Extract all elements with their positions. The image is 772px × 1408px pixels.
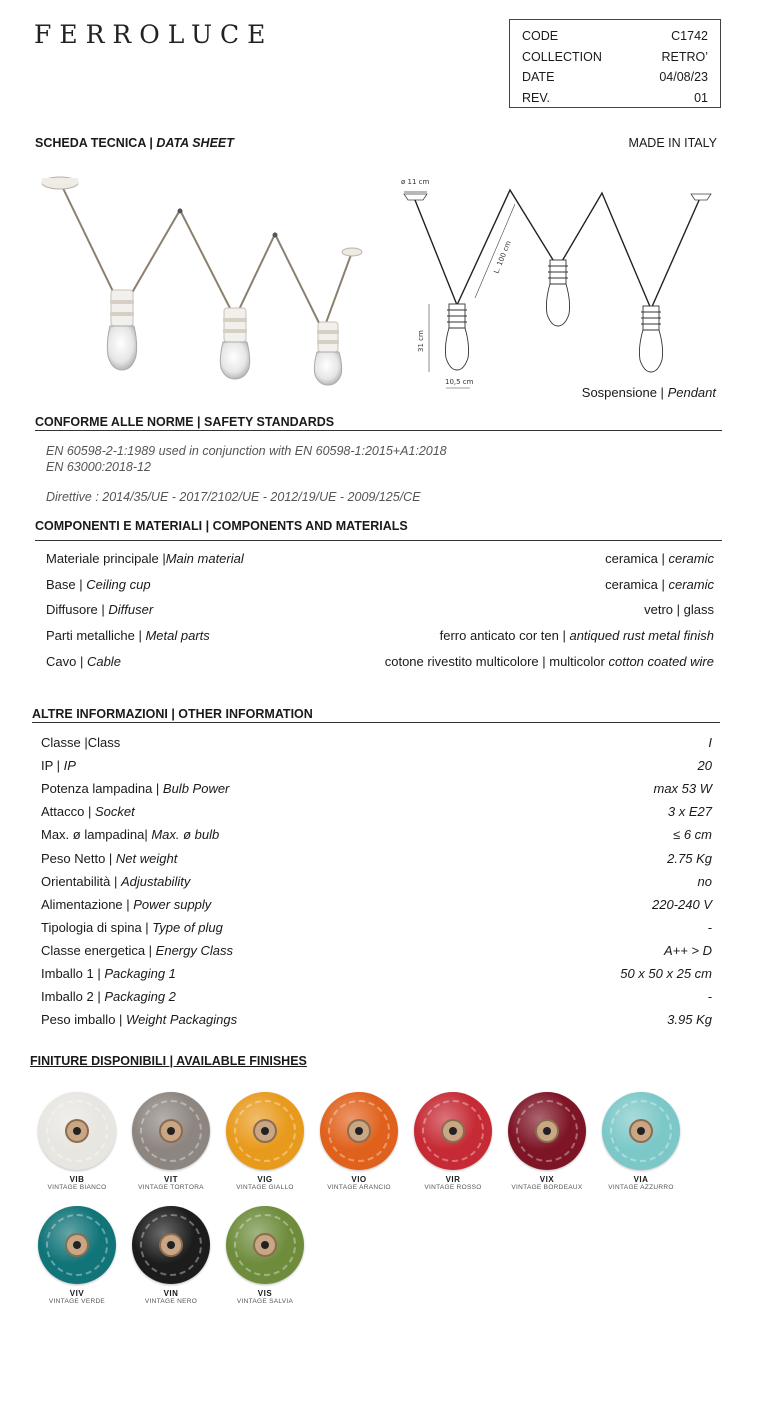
component-label (46, 551, 244, 566)
info-label (41, 874, 190, 889)
finishes-title: FINITURE DISPONIBILI | AVAILABLE FINISHES (30, 1054, 307, 1068)
finish-code: VIR (445, 1175, 461, 1184)
info-value (698, 874, 712, 889)
info-row (41, 966, 712, 981)
component-label (46, 628, 210, 643)
code-box (509, 19, 721, 108)
info-label-it: Classe energetica | (41, 942, 156, 958)
finish-swatch (32, 1092, 122, 1191)
component-value (440, 628, 714, 643)
info-value (652, 897, 712, 912)
info-row (41, 874, 712, 889)
finish-disc (226, 1206, 304, 1284)
info-row (41, 920, 712, 935)
info-value-text: - (707, 919, 712, 935)
rev-label: REV. (522, 90, 551, 105)
component-label-en: Ceiling cup (86, 577, 151, 592)
component-row (46, 628, 714, 643)
info-row (41, 989, 712, 1004)
finish-swatch (126, 1206, 216, 1305)
rev-row (522, 88, 708, 109)
finish-name: VINTAGE SALVIA (236, 1298, 294, 1305)
finish-name: VINTAGE ARANCIO (327, 1184, 391, 1191)
info-value (667, 851, 712, 866)
info-label-it: Max. ø lampadina| (41, 827, 152, 843)
component-label-it: Materiale principale | (46, 551, 166, 566)
info-value-text: max 53 W (653, 781, 712, 797)
info-label (41, 758, 76, 773)
finish-name: VINTAGE BORDEAUX (511, 1184, 583, 1191)
date-row (522, 67, 708, 88)
info-value (620, 966, 712, 981)
component-label-it: Cavo | (46, 654, 87, 669)
finish-hole (73, 1241, 81, 1249)
components-rule (35, 540, 722, 541)
finish-disc (38, 1092, 116, 1170)
standards-title: CONFORME ALLE NORME | SAFETY STANDARDS (35, 415, 335, 429)
component-value-en: antiqued rust metal finish (569, 628, 714, 643)
components-title: COMPONENTI E MATERIALI | COMPONENTS AND MATERIALS (35, 519, 408, 533)
standard-line-1: EN 60598-2-1:1989 used in conjunction with EN 60598-1:2015+A1:2018 (46, 444, 447, 458)
info-label-it: IP | (41, 758, 64, 774)
info-label-en: Max. ø bulb (151, 827, 220, 843)
info-label (41, 827, 219, 842)
info-row (41, 943, 712, 958)
standard-line-2: EN 63000:2018-12 (46, 460, 151, 474)
finish-hole (261, 1241, 269, 1249)
title-it: SCHEDA TECNICA | (35, 136, 157, 150)
finish-swatch (408, 1092, 498, 1191)
finish-hole (543, 1127, 551, 1135)
info-label-en: Bulb Power (162, 781, 230, 797)
component-row (46, 654, 714, 669)
date-value: 04/08/23 (659, 70, 708, 84)
info-value (708, 989, 712, 1004)
info-row (41, 851, 712, 866)
info-value (698, 758, 712, 773)
component-value (605, 551, 714, 566)
date-label: DATE (522, 70, 555, 84)
info-label (41, 989, 176, 1004)
finish-disc (320, 1092, 398, 1170)
collection-label: COLLECTION (522, 49, 602, 64)
product-photo (30, 168, 375, 398)
drawing-caption (582, 385, 716, 400)
info-label-en: Packaging 2 (104, 989, 176, 1005)
info-label-it: Tipologia di spina | (41, 919, 153, 935)
info-value-text: - (707, 989, 712, 1005)
finish-name: VINTAGE AZZURRO (608, 1184, 674, 1191)
component-value-en: ceramic (668, 551, 714, 566)
info-value-text: 3.95 Kg (667, 1012, 712, 1028)
finish-name: VINTAGE NERO (144, 1298, 198, 1305)
caption-en: Pendant (667, 385, 716, 400)
info-value (664, 943, 712, 958)
info-label-it: Classe |Class (41, 735, 121, 750)
finish-name: VINTAGE TORTORA (138, 1184, 204, 1191)
collection-value: RETRO’ (661, 49, 708, 64)
info-label-en: Adjustability (120, 873, 191, 889)
info-value (673, 827, 712, 842)
dim-width: 10,5 cm (445, 378, 474, 386)
code-value: C1742 (671, 29, 708, 43)
finish-swatch (32, 1206, 122, 1305)
dim-height: 31 cm (417, 330, 425, 352)
info-value-text: 3 x E27 (667, 804, 712, 820)
title-en: DATA SHEET (156, 136, 234, 150)
info-label-en: Packaging 1 (104, 966, 176, 981)
info-label (41, 851, 177, 866)
finish-code: VIB (69, 1175, 85, 1184)
info-value (667, 1012, 712, 1027)
component-value-en: ceramic (668, 577, 714, 592)
info-value (708, 920, 712, 935)
info-label-it: Imballo 2 | (41, 989, 105, 1005)
info-row (41, 804, 712, 819)
code-row (522, 26, 708, 47)
finish-disc (132, 1092, 210, 1170)
info-value (668, 804, 712, 819)
standards-rule (35, 430, 722, 431)
info-row (41, 735, 712, 750)
finish-disc (132, 1206, 210, 1284)
finish-hole (167, 1127, 175, 1135)
component-label-en: Diffuser (108, 602, 154, 617)
finish-disc (38, 1206, 116, 1284)
info-label-it: Attacco | (41, 804, 95, 820)
info-label (41, 804, 135, 819)
info-value-text: 50 x 50 x 25 cm (620, 966, 712, 981)
component-label-en: Main material (165, 551, 244, 566)
info-label-en: Type of plug (152, 919, 223, 935)
component-label (46, 577, 151, 592)
info-label-it: Imballo 1 | (41, 966, 105, 981)
finish-hole (355, 1127, 363, 1135)
other-title: ALTRE INFORMAZIONI | OTHER INFORMATION (32, 707, 313, 721)
finish-disc (602, 1092, 680, 1170)
info-label-en: Weight Packagings (126, 1012, 238, 1028)
finish-code: VIG (257, 1175, 273, 1184)
finish-hole (167, 1241, 175, 1249)
finish-name: VINTAGE BIANCO (47, 1184, 107, 1191)
finish-code: VIX (539, 1175, 555, 1184)
component-label-it: Diffusore | (46, 602, 109, 617)
finish-hole (261, 1127, 269, 1135)
info-value-text: ≤ 6 cm (673, 827, 712, 843)
made-in-italy: MADE IN ITALY (628, 136, 717, 150)
component-value (385, 654, 714, 669)
info-label-en: IP (63, 758, 76, 774)
finish-swatch (502, 1092, 592, 1191)
finish-code: VIN (163, 1289, 179, 1298)
info-value-text: 220-240 V (652, 896, 712, 912)
finish-code: VIV (69, 1289, 85, 1298)
info-label-en: Power supply (133, 896, 212, 912)
info-label-en: Socket (94, 804, 135, 820)
info-label-it: Peso Netto | (41, 850, 116, 866)
component-label-en: Cable (86, 654, 121, 669)
info-row (41, 827, 712, 842)
finish-swatch (220, 1206, 310, 1305)
info-label-it: Alimentazione | (41, 896, 134, 912)
finish-disc (414, 1092, 492, 1170)
finish-disc (226, 1092, 304, 1170)
info-label (41, 781, 229, 796)
info-label-en: Net weight (115, 850, 178, 866)
info-row (41, 1012, 712, 1027)
finish-name: VINTAGE GIALLO (236, 1184, 294, 1191)
info-row (41, 897, 712, 912)
finish-code: VIA (633, 1175, 649, 1184)
datasheet-title (35, 136, 234, 150)
rev-value: 01 (694, 90, 708, 105)
component-value-it: ceramica | (605, 551, 669, 566)
brand-logo: FERROLUCE (34, 20, 274, 49)
info-label (41, 1012, 237, 1027)
info-value (708, 735, 712, 750)
info-label-en: Energy Class (155, 942, 233, 958)
finish-hole (637, 1127, 645, 1135)
info-label (41, 897, 211, 912)
finish-code: VIS (257, 1289, 273, 1298)
info-label-it: Potenza lampadina | (41, 781, 163, 797)
info-value-text: I (708, 735, 712, 750)
component-value-it: ceramica | (605, 577, 669, 592)
directives: Direttive : 2014/35/UE - 2017/2102/UE - 2012/19/UE - 2009/125/CE (46, 490, 421, 504)
info-label (41, 943, 233, 958)
info-label (41, 735, 120, 750)
finish-code: VIT (164, 1175, 178, 1184)
component-value (605, 577, 714, 592)
dim-cable: L. 100 cm (492, 239, 513, 275)
technical-drawing (395, 170, 725, 395)
component-label-en: Metal parts (145, 628, 210, 643)
dim-rose: ø 11 cm (401, 178, 430, 186)
component-label (46, 654, 121, 669)
info-value-text: A++ > D (663, 942, 712, 958)
finish-disc (508, 1092, 586, 1170)
other-rule (32, 722, 720, 723)
info-row (41, 758, 712, 773)
component-value-it: vetro | glass (644, 602, 714, 617)
info-label (41, 920, 223, 935)
info-label-it: Peso imballo | (41, 1012, 127, 1028)
caption-it: Sospensione | (581, 385, 668, 400)
info-value-text: no (697, 873, 712, 889)
component-value-it: ferro anticato cor ten | (439, 628, 570, 643)
component-row (46, 577, 714, 592)
finish-hole (73, 1127, 81, 1135)
info-row (41, 781, 712, 796)
finish-name: VINTAGE VERDE (48, 1298, 106, 1305)
component-label-it: Base | (46, 577, 87, 592)
code-label: CODE (522, 29, 559, 43)
component-value-en: cotton coated wire (608, 654, 714, 669)
info-value-text: 20 (697, 758, 712, 774)
finish-hole (449, 1127, 457, 1135)
component-label (46, 602, 153, 617)
info-value (653, 781, 712, 796)
component-row (46, 602, 714, 617)
finish-swatch (314, 1092, 404, 1191)
finish-name: VINTAGE ROSSO (424, 1184, 482, 1191)
finish-swatch (126, 1092, 216, 1191)
component-label-it: Parti metalliche | (46, 628, 146, 643)
component-row (46, 551, 714, 566)
collection-row (522, 47, 708, 68)
finish-swatch (596, 1092, 686, 1191)
info-label (41, 966, 176, 981)
component-value-it: cotone rivestito multicolore | multicolor (384, 654, 609, 669)
info-value-text: 2.75 Kg (667, 850, 712, 866)
component-value (644, 602, 714, 617)
finish-code: VIO (351, 1175, 367, 1184)
finish-swatch (220, 1092, 310, 1191)
info-label-it: Orientabilità | (41, 873, 121, 889)
